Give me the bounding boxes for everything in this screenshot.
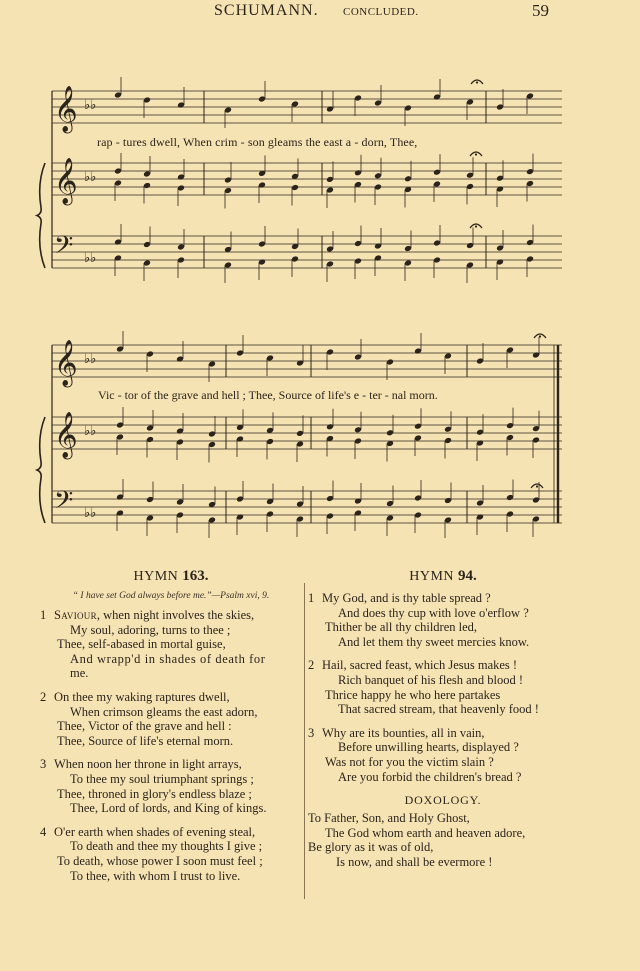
hymn-label: HYMN [133,569,179,584]
stanza [308,726,578,784]
column-divider [304,583,305,899]
verse-line: Thee, Source of life's eternal morn. [57,733,234,748]
hymn-163-title [40,568,302,585]
verse-line: Thee, Victor of the grave and hell : [57,719,232,734]
hymn-163 [40,568,302,892]
treble-clef-icon: 𝄞 [54,86,78,132]
brace [37,163,45,268]
verse-line: Saviour, when night involves the skies, [54,608,255,622]
stanza-number: 1 [308,591,315,605]
verse-line: Is now, and shall be evermore ! [336,854,493,869]
verse-line: Thee, throned in glory's endless blaze ; [57,786,252,801]
treble-clef-icon: 𝄞 [54,412,78,458]
stanza-number: 1 [40,608,47,622]
verse-line: On thee my waking raptures dwell, [54,689,230,704]
hymn-number: 163. [182,568,209,584]
verse-line: And let them thy sweet mercies know. [338,634,530,649]
fermata-dot [536,485,538,487]
stanza-number: 3 [308,725,315,740]
flat-sign-icon: ♭♭ [84,170,97,185]
brace [37,417,45,523]
stanza [40,825,302,883]
flat-sign-icon: ♭♭ [84,98,97,113]
verse-line: Hail, sacred feast, which Jesus makes ! [322,658,518,673]
verse-line: Was not for you the victim slain ? [325,754,494,769]
verse-line: Thrice happy he who here partakes [325,687,501,702]
verse-line: My God, and is thy table spread ? [322,591,491,605]
stanza-number: 2 [40,689,47,704]
fermata-dot [475,153,477,155]
verse-line: That sacred stream, that heavenly food ! [338,702,539,717]
stanza [40,690,302,748]
verse-line: My soul, adoring, turns to thee ; [70,622,231,637]
flat-sign-icon: ♭♭ [84,506,97,521]
lyric-line-2: Vic - tor of the grave and hell ; Thee, Source of life's e - ter - nal morn. [98,388,438,402]
flat-sign-icon: ♭♭ [84,352,97,367]
treble-clef-icon: 𝄞 [54,340,78,386]
page-number: 59 [532,1,549,20]
verse-line: To death and thee my thoughts I give ; [70,839,263,854]
verse-line: And does thy cup with love o'erflow ? [338,605,529,620]
verse-line: Why are its bounties, all in vain, [322,725,485,740]
bass-clef-icon: 𝄢 [54,486,74,521]
verse-line: Before unwilling hearts, displayed ? [338,740,519,755]
verse-line: Are you forbid the children's bread ? [338,769,522,784]
tune-title: SCHUMANN. [214,2,319,19]
treble-clef-icon: 𝄞 [54,158,78,204]
tune-subtitle: CONCLUDED. [343,6,419,18]
hymn-94-title [308,568,578,585]
hymn-number: 94. [458,568,477,584]
stanza-number: 2 [308,658,315,673]
verse-line: And wrapp'd in shades of death for [70,651,266,666]
epigraph: “ I have set God always before me.”—Psalm xvi, 9. [72,591,270,601]
stanza [40,757,302,815]
verse-line: Thee, self-abased in mortal guise, [57,637,226,652]
verse-line: O'er earth when shades of evening steal, [54,824,256,839]
doxology-title: DOXOLOGY. [404,793,482,808]
verse-line: Rich banquet of his flesh and blood ! [338,672,524,687]
verse-line: When crimson gleams the east adorn, [70,704,258,719]
verse-line: To death, whose power I soon must feel ; [57,853,263,868]
stanza-number: 3 [40,757,47,772]
verse-line: To thee my soul triumphant springs ; [70,771,254,786]
verse-line: Thee, Lord of lords, and King of kings. [70,801,267,816]
flat-sign-icon: ♭♭ [84,251,97,266]
stanza [308,658,578,716]
verse-line: Thither be all thy children led, [325,620,478,635]
stanza [40,608,302,681]
lyric-line-1: rap - tures dwell, When crim - son gleams the east a - dorn, Thee, [97,135,418,149]
fermata-dot [475,225,477,227]
verse-line: To Father, Son, and Holy Ghost, [308,811,470,826]
stanza [308,591,578,649]
fermata-dot [539,335,541,337]
verse-line: me. [70,666,89,681]
verse-line: To thee, with whom I trust to live. [70,868,241,883]
verse-line: The God whom earth and heaven adore, [325,825,526,840]
verse-line: Be glory as it was of old, [308,840,434,855]
bass-clef-icon: 𝄢 [54,231,74,266]
doxology [308,811,578,869]
hymn-94 [308,568,578,870]
flat-sign-icon: ♭♭ [84,424,97,439]
stanza-number: 4 [40,824,47,839]
fermata-dot [476,81,478,83]
verse-line: When noon her throne in light arrays, [54,757,242,772]
hymn-label: HYMN [409,569,455,584]
